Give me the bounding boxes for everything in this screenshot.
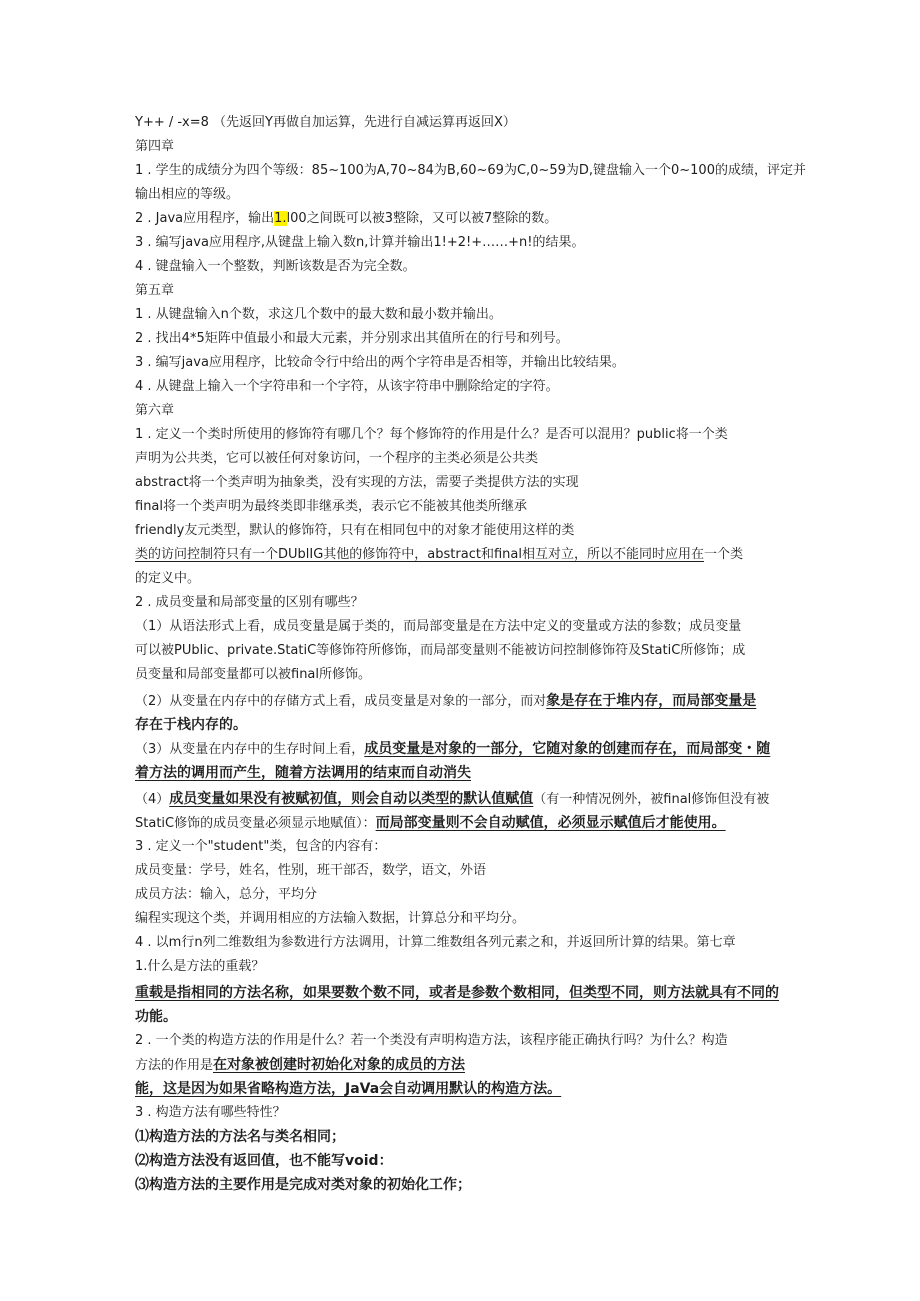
- ch6-answer-final: final将一个类声明为最终类即非继承类，表示它不能被其他类所继承: [135, 499, 528, 514]
- chapter-4-heading: 第四章: [135, 139, 175, 154]
- text-span: 2 . Java应用程序，输出: [135, 211, 275, 226]
- ch7-question-3: 3 . 构造方法有哪些特性？: [135, 1105, 286, 1120]
- ch5-question-2: 2 . 找出4*5矩阵中值最小和最大元素，并分别求出其值所在的行号和列号。: [135, 331, 569, 346]
- ch6-answer-summary: [135, 546, 743, 564]
- ch5-question-4: 4 . 从键盘上输入一个字符串和一个字符，从该字符串中删除给定的字符。: [135, 379, 559, 394]
- ch4-question-3: 3 . 编写java应用程序,从键盘上输入数n,计算并输出1!+2!+……+n!的结果。: [135, 235, 585, 250]
- ch6-question-3: 3 . 定义一个"student"类，包含的内容有：: [135, 839, 387, 854]
- ch6-answer-summary-cont: 的定义中。: [135, 571, 201, 586]
- ch4-question-1: 1 . 学生的成绩分为四个等级：85~100为A,70~84为B,60~69为C,0~59为D,键盘输入一个0~100的成绩，评定并: [135, 163, 806, 178]
- text-span: StatiC修饰的成员变量必须显示地赋值）：: [135, 816, 376, 831]
- ch6-q2-point-2: [135, 692, 756, 711]
- ch6-q3-member-methods: 成员方法：输入，总分，平均分: [135, 887, 318, 902]
- text-span: （4）: [135, 792, 170, 807]
- underlined-bold-text: 在对象被创建时初始化对象的成员的方法: [213, 1057, 466, 1073]
- ch7-question-1: 1.什么是方法的重载？: [135, 959, 265, 974]
- ch6-question-4: 4 . 以m行n列二维数组为参数进行方法调用，计算二维数组各列元素之和，并返回所计算的结果。第七章: [135, 935, 736, 950]
- ch6-q3-member-vars: 成员变量：学号，姓名，性别，班干部否，数学，语文，外语: [135, 863, 487, 878]
- text-span: （3）从变量在内存中的生存时间上看，: [135, 742, 365, 757]
- ch6-q3-task: 编程实现这个类，并调用相应的方法输入数据，计算总分和平均分。: [135, 911, 526, 926]
- ch6-q2-point-3: [135, 740, 770, 759]
- ch6-question-1: 1 . 定义一个类时所使用的修饰符有哪几个？每个修饰符的作用是什么？是否可以混用？public将一个类: [135, 427, 728, 442]
- ch6-answer-friendly: friendly友元类型，默认的修饰符，只有在相同包中的对象才能使用这样的类: [135, 523, 575, 538]
- ch7-answer-1: 重载是指相同的方法名称，如果要数个数不同，或者是参数个数相同，但类型不同，则方法就具有不同的: [135, 985, 779, 1001]
- ch6-q2-point-1: （1）从语法形式上看，成员变量是属于类的，而局部变量是在方法中定义的变量或方法的参数；成员变量: [135, 619, 742, 634]
- ch6-q2-point-4-cont: [135, 814, 726, 833]
- ch5-question-3: 3 . 编写java应用程序，比较命令行中给出的两个字符串是否相等，并输出比较结果。: [135, 355, 625, 370]
- ch6-q2-point-3-cont: 着方法的调用而产生，随着方法调用的结束而自动消失: [135, 765, 471, 781]
- underlined-bold-text: 而局部变量则不会自动赋值，必须显示赋值后才能使用。: [375, 815, 726, 831]
- ch6-answer-public: 声明为公共类，它可以被任何对象访问，一个程序的主类必须是公共类: [135, 451, 539, 466]
- intro-line: Y++ / -x=8 （先返回Y再做自加运算，先进行自减运算再返回X）: [135, 115, 516, 130]
- text-span: l00之间既可以被3整除，又可以被7整除的数。: [286, 211, 558, 226]
- ch4-question-2: [135, 210, 557, 228]
- underlined-bold-text: 成员变量是对象的一部分，它随对象的创建而存在，而局部变・随: [364, 741, 771, 757]
- text-span: （有一种情况例外，被final修饰但没有被: [533, 792, 770, 807]
- ch4-question-1-cont: 输出相应的等级。: [135, 187, 240, 202]
- ch6-q2-point-2-cont: 存在于栈内存的。: [135, 717, 247, 733]
- underlined-text: 类的访问控制符只有一个DUblIG其他的修饰符中，abstract和final相互对立，所以不能同时应用在: [135, 547, 704, 562]
- ch6-q2-point-4: [135, 790, 769, 809]
- ch6-answer-abstract: abstract将一个类声明为抽象类，没有实现的方法，需要子类提供方法的实现: [135, 475, 579, 490]
- ch7-answer-3-item-2: ⑵构造方法没有返回值，也不能写void：: [135, 1153, 393, 1169]
- ch6-q2-point-1-end: 员变量和局部变量都可以被final所修饰。: [135, 667, 372, 682]
- ch7-answer-1-cont: 功能。: [135, 1009, 177, 1025]
- ch6-q2-point-1-cont: 可以被PUblic、private.StatiC等修饰符所修饰，而局部变量则不能被访问控制修饰符及StatiC所修饰；成: [135, 643, 746, 658]
- chapter-6-heading: 第六章: [135, 403, 175, 418]
- ch6-question-2: 2 . 成员变量和局部变量的区别有哪些？: [135, 595, 364, 610]
- text-span: 方法的作用是: [135, 1058, 214, 1073]
- text-span: （2）从变量在内存中的存储方式上看，成员变量是对象的一部分，而对: [135, 694, 547, 709]
- ch7-answer-2: [135, 1056, 465, 1075]
- underlined-bold-text: 成员变量如果没有被赋初值，则会自动以类型的默认值赋值: [169, 791, 534, 807]
- ch4-question-4: 4 . 键盘输入一个整数，判断该数是否为完全数。: [135, 259, 416, 274]
- highlighted-text: 1.: [274, 211, 287, 226]
- ch7-answer-3-item-1: ⑴构造方法的方法名与类名相同；: [135, 1129, 345, 1145]
- ch7-answer-2-cont: 能，这是因为如果省略构造方法，JaVa会自动调用默认的构造方法。: [135, 1081, 562, 1097]
- ch7-answer-3-item-3: ⑶构造方法的主要作用是完成对类对象的初始化工作；: [135, 1177, 471, 1193]
- ch5-question-1: 1 . 从键盘输入n个数，求这几个数中的最大数和最小数并输出。: [135, 307, 502, 322]
- underlined-bold-text: 象是存在于堆内存，而局部变量是: [546, 693, 757, 709]
- ch7-question-2: 2 . 一个类的构造方法的作用是什么？若一个类没有声明构造方法，该程序能正确执行吗？为什么？构造: [135, 1033, 728, 1048]
- chapter-5-heading: 第五章: [135, 283, 175, 298]
- text-span: 一个类: [703, 547, 743, 562]
